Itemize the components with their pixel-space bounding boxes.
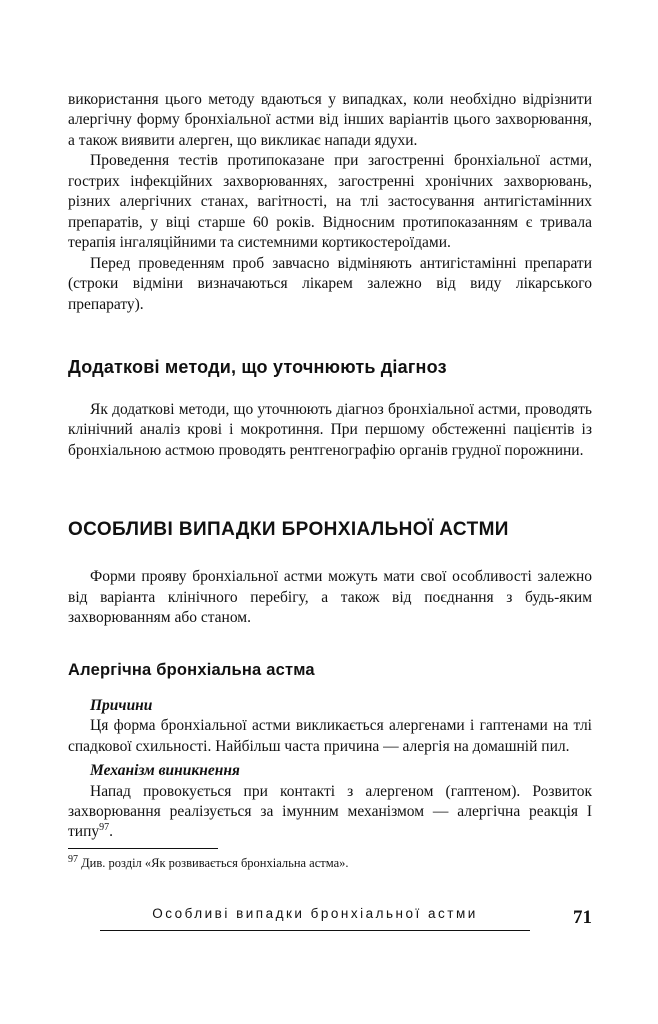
running-title-rule <box>100 905 530 931</box>
footnote-marker: 97 <box>68 853 78 865</box>
running-title: Особливі випадки бронхіальної астми <box>152 906 478 921</box>
footnote-block <box>68 848 592 871</box>
section-paragraph: Як додаткові методи, що уточнюють діагноз бронхіальної астми, проводять клінічний аналіз крові і мокротиння. При першому обстеженні пацієнтів із бронхіальною астмою проводять рентгенографію органів грудної порожнини. <box>68 400 592 459</box>
chapter-heading-special-cases: ОСОБЛИВІ ВИПАДКИ БРОНХІАЛЬНОЇ АСТМИ <box>68 519 509 541</box>
causes-label: Причини <box>90 696 153 714</box>
paragraph-continuation: використання цього методу вдаються у випадках, коли необхідно відрізнити алергічну форму бронхіальної астми від інших варіантів цього захворювання, а також виявити алерген, що викликає напади ядухи. <box>68 91 592 149</box>
footnote-text <box>68 855 592 871</box>
chapter-paragraph: Форми прояву бронхіальної астми можуть мати свої особливості залежно від варіанта клінічного перебігу, а також від поєднання з будь-яким захворюванням або станом. <box>68 568 592 627</box>
page-number: 71 <box>573 907 592 928</box>
section-heading-additional-methods: Додаткові методи, що уточнюють діагноз <box>68 356 447 377</box>
causes-paragraph: Ця форма бронхіальної астми викликається алергенами і гаптенами на тлі спадкової схильності. Найбільш часта причина — алергія на домашній пил. <box>68 717 592 755</box>
footnote-separator-rule <box>68 848 218 849</box>
paragraph-before-tests: Перед проведенням проб завчасно відміняють антигістамінні препарати (строки відміни визначаються лікарем залежно від виду лікарського препарату). <box>68 254 592 313</box>
mechanism-paragraph <box>68 782 592 843</box>
footnote-body: Див. розділ «Як розвивається бронхіальна астма». <box>78 856 349 870</box>
mechanism-paragraph-end: . <box>109 823 113 841</box>
mechanism-paragraph-text: Напад провокується при контакті з алергеном (гаптеном). Розвиток захворювання реалізується за імунним механізмом — алергічна реакція I типу <box>68 782 592 841</box>
page-footer <box>68 905 592 931</box>
paragraph-contraindications: Проведення тестів протипоказане при загостренні бронхіальної астми, гострих інфекційних захворюваннях, загостренні хронічних захворювань, різних алергічних станах, вагітності, на тлі застосування антигістамінних препаратів, у віці старше 60 років. Відносним протипоказанням є тривала терапія інгаляційними та системними кортикостероїдами. <box>68 152 592 252</box>
footnote-reference: 97 <box>99 822 110 834</box>
subsection-heading-allergic-asthma: Алергічна бронхіальна астма <box>68 660 315 679</box>
mechanism-label: Механізм виникнення <box>90 762 240 780</box>
page-content <box>68 90 592 843</box>
